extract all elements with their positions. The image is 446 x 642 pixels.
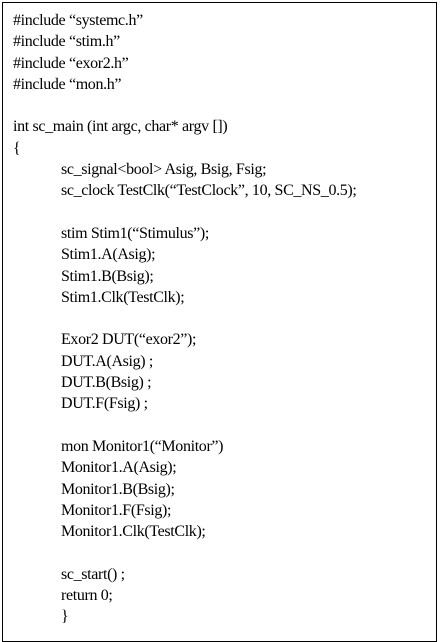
code-line-12: Stim1.A(Asig);: [61, 246, 156, 264]
code-line-9: sc_clock TestClk(“TestClock”, 10, SC_NS_0.5);: [61, 182, 357, 200]
code-line-11: stim Stim1(“Stimulus”);: [61, 224, 209, 242]
code-line-20: [13, 415, 356, 436]
code-line-21: mon Monitor1(“Monitor”): [61, 437, 224, 455]
code-line-15: [13, 308, 356, 329]
code-line-24: Monitor1.F(Fsig);: [61, 501, 172, 519]
code-line-4: #include “mon.h”: [13, 75, 122, 93]
code-line-13: Stim1.B(Bsig);: [61, 267, 154, 285]
code-listing: [13, 10, 356, 628]
code-line-16: Exor2 DUT(“exor2”);: [61, 331, 197, 349]
code-line-19: DUT.F(Fsig) ;: [61, 395, 148, 413]
code-line-25: Monitor1.Clk(TestClk);: [61, 523, 206, 541]
code-line-1: #include “systemc.h”: [13, 12, 143, 29]
code-line-22: Monitor1.A(Asig);: [61, 459, 177, 477]
code-line-6: int sc_main (int argc, char* argv []): [13, 118, 228, 136]
code-line-17: DUT.A(Asig) ;: [61, 352, 154, 370]
code-line-7: {: [13, 139, 21, 157]
code-line-8: sc_signal<bool> Asig, Bsig, Fsig;: [61, 161, 267, 179]
code-listing-box: [2, 2, 437, 642]
code-line-29: }: [61, 608, 69, 626]
code-line-26: [13, 542, 356, 563]
code-line-28: return 0;: [61, 587, 113, 605]
code-line-2: #include “stim.h”: [13, 33, 120, 51]
code-line-14: Stim1.Clk(TestClk);: [61, 288, 185, 306]
code-line-3: #include “exor2.h”: [13, 54, 129, 72]
code-line-23: Monitor1.B(Bsig);: [61, 480, 175, 498]
code-line-27: sc_start() ;: [61, 565, 125, 583]
code-line-5: [13, 95, 356, 116]
code-line-18: DUT.B(Bsig) ;: [61, 374, 152, 392]
code-line-10: [13, 202, 356, 223]
